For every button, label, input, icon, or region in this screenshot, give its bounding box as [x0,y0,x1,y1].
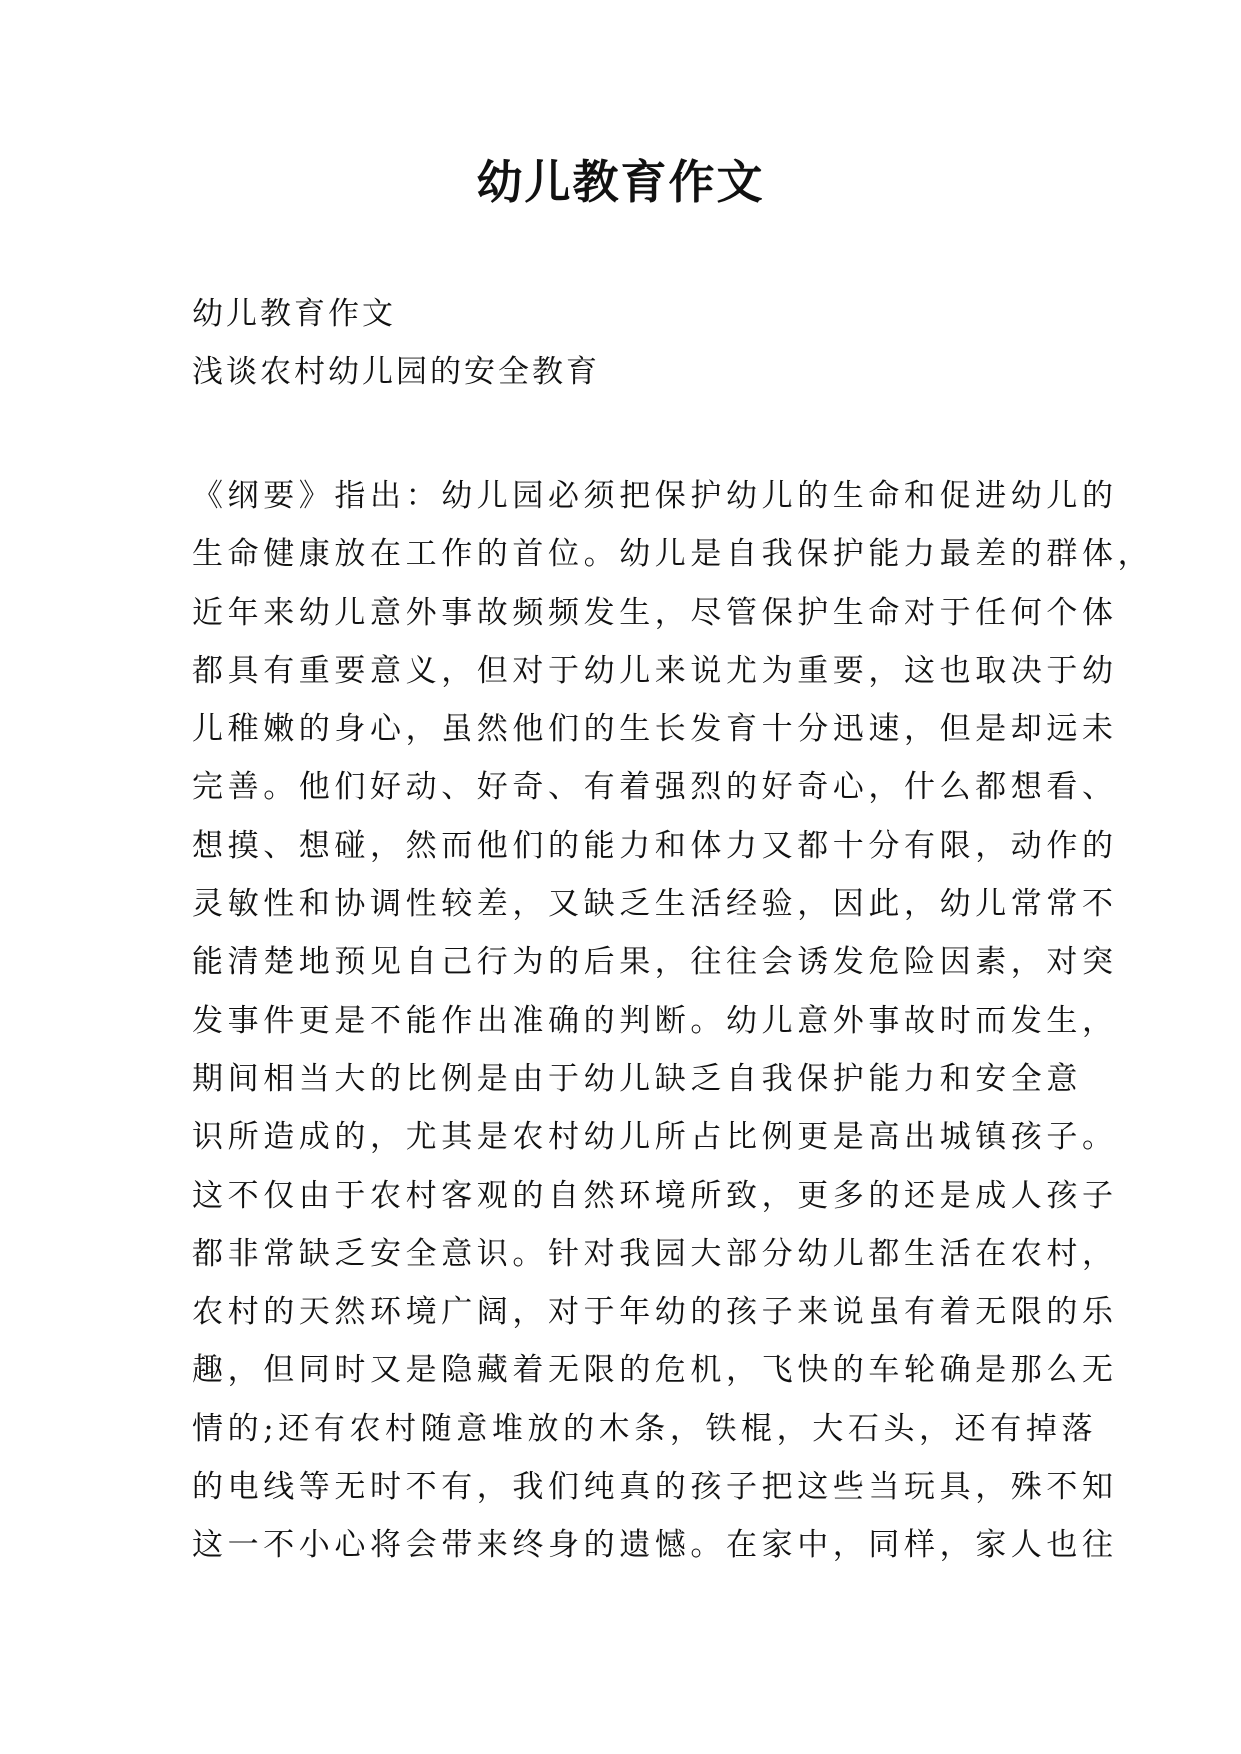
body-line: 农村的天然环境广阔，对于年幼的孩子来说虽有着无限的乐 [192,1294,1118,1331]
body-line: 情的;还有农村随意堆放的木条，铁棍，大石头，还有掉落 [192,1410,1098,1447]
body-line: 这不仅由于农村客观的自然环境所致，更多的还是成人孩子 [192,1177,1118,1214]
body-line: 识所造成的，尤其是农村幼儿所占比例更是高出城镇孩子。 [192,1119,1118,1156]
body-line: 《纲要》指出：幼儿园必须把保护幼儿的生命和促进幼儿的 [192,478,1118,514]
document-title: 幼儿教育作文 [476,155,765,209]
body-line: 完善。他们好动、好奇、有着强烈的好奇心，什么都想看、 [192,769,1118,806]
body-line: 想摸、想碰，然而他们的能力和体力又都十分有限，动作的 [192,827,1118,864]
body-line: 近年来幼儿意外事故频频发生，尽管保护生命对于任何个体 [192,594,1118,631]
subtitle-line-1: 幼儿教育作文 [192,296,396,332]
body-paragraph [192,467,1154,1575]
body-line: 期间相当大的比例是由于幼儿缺乏自我保护能力和安全意 [192,1060,1082,1097]
body-line: 趣，但同时又是隐藏着无限的危机，飞快的车轮确是那么无 [192,1352,1118,1389]
body-line: 的电线等无时不有，我们纯真的孩子把这些当玩具，殊不知 [192,1469,1118,1506]
body-line: 能清楚地预见自己行为的后果，往往会诱发危险因素，对突 [192,944,1118,981]
body-line: 灵敏性和协调性较差，又缺乏生活经验，因此，幼儿常常不 [192,886,1118,923]
body-line: 都非常缺乏安全意识。针对我园大部分幼儿都生活在农村， [192,1235,1118,1272]
body-line: 都具有重要意义，但对于幼儿来说尤为重要，这也取决于幼 [192,652,1118,689]
subtitle-line-2: 浅谈农村幼儿园的安全教育 [192,354,600,390]
body-line: 发事件更是不能作出准确的判断。幼儿意外事故时而发生， [192,1002,1118,1039]
body-line: 儿稚嫩的身心，虽然他们的生长发育十分迅速，但是却远未 [192,711,1118,748]
body-line: 这一不小心将会带来终身的遗憾。在家中，同样，家人也往 [192,1527,1118,1564]
body-line: 生命健康放在工作的首位。幼儿是自我保护能力最差的群体， [192,536,1154,573]
